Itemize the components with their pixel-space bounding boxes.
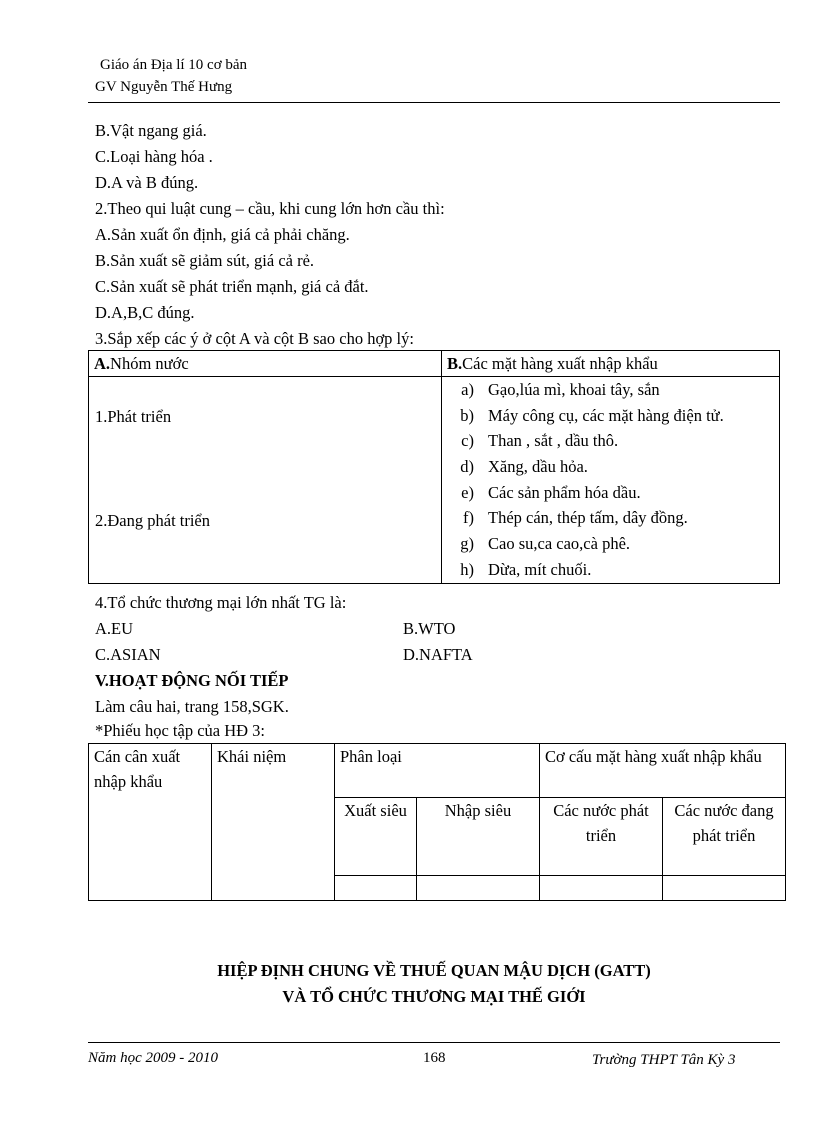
q1-option-c: C.Loại hàng hóa . [95, 147, 213, 166]
worksheet-table [88, 743, 786, 901]
worksheet-label: *Phiếu học tập của HĐ 3: [95, 721, 266, 740]
matching-table [88, 350, 780, 584]
q2-option-a: A.Sản xuất ổn định, giá cả phải chăng. [95, 225, 350, 244]
option-c: c) Than , sắt , dầu thô. [461, 431, 619, 451]
question-3: 3.Sắp xếp các ý ở cột A và cột B sao cho hợp lý: [95, 329, 414, 348]
option-g: g) Cao su,ca cao,cà phê. [460, 533, 631, 553]
empty-cell [540, 876, 663, 901]
col-b-options [442, 377, 780, 584]
option-h: h) Dừa, mít chuối. [460, 559, 592, 579]
q1-option-b: B.Vật ngang giá. [95, 121, 207, 140]
header-course: Giáo án Địa lí 10 cơ bản [100, 57, 248, 73]
import-surplus-header: Nhập siêu [417, 798, 540, 876]
homework-line: Làm câu hai, trang 158,SGK. [95, 697, 289, 716]
classification-header: Phân loại [335, 744, 540, 798]
option-d: d) Xăng, dầu hỏa. [460, 456, 588, 476]
empty-cell [417, 876, 540, 901]
q2-option-c: C.Sản xuất sẽ phát triển mạnh, giá cả đắt. [95, 277, 369, 296]
q4-option-b: B.WTO [403, 619, 456, 638]
col-a-groups [89, 377, 442, 584]
structure-header: Cơ cấu mặt hàng xuất nhập khẩu [540, 744, 786, 798]
section-heading: V.HOẠT ĐỘNG NỐI TIẾP [95, 671, 289, 690]
empty-cell [335, 876, 417, 901]
header-teacher: GV Nguyễn Thế Hưng [95, 79, 233, 95]
question-4: 4.Tổ chức thương mại lớn nhất TG là: [95, 593, 347, 612]
q4-option-c: C.ASIAN [95, 645, 161, 664]
empty-cell [663, 876, 786, 901]
footer-school: Trường THPT Tân Kỳ 3 [592, 1052, 736, 1068]
lesson-title-line2: VÀ TỔ CHỨC THƯƠNG MẠI THẾ GIỚI [282, 987, 586, 1006]
export-surplus-header: Xuất siêu [335, 798, 417, 876]
col-a-header: A.Nhóm nước [89, 351, 442, 377]
col-b-header: B.Các mặt hàng xuất nhập khẩu [442, 351, 780, 377]
trade-balance-header: Cán cân xuất nhập khẩu [89, 744, 212, 901]
q2-option-b: B.Sản xuất sẽ giảm sút, giá cả rẻ. [95, 251, 315, 270]
group-developed: 1.Phát triển [95, 407, 172, 426]
option-f: f) Thép cán, thép tấm, dây đồng. [463, 508, 688, 528]
developed-header: Các nước phát triển [540, 798, 663, 876]
group-developing: 2.Đang phát triển [95, 511, 211, 530]
option-b: b) Máy công cụ, các mặt hàng điện tử. [460, 405, 724, 425]
option-e: e) Các sản phẩm hóa dầu. [461, 482, 641, 502]
concept-header: Khái niệm [212, 744, 335, 901]
header-rule [88, 102, 780, 103]
question-2: 2.Theo qui luật cung – cầu, khi cung lớn hơn cầu thì: [95, 199, 445, 218]
lesson-title-line1: HIỆP ĐỊNH CHUNG VỀ THUẾ QUAN MẬU DỊCH (GATT) [217, 961, 651, 980]
q4-option-a: A.EU [95, 619, 134, 638]
page-number: 168 [423, 1050, 446, 1066]
footer-rule [88, 1042, 780, 1043]
footer-school-year: Năm học 2009 - 2010 [88, 1050, 218, 1066]
option-a: a) Gạo,lúa mì, khoai tây, sắn [461, 379, 660, 399]
q4-option-d: D.NAFTA [403, 645, 473, 664]
q1-option-d: D.A và B đúng. [95, 173, 199, 192]
q2-option-d: D.A,B,C đúng. [95, 303, 195, 322]
developing-header: Các nước đang phát triển [663, 798, 786, 876]
